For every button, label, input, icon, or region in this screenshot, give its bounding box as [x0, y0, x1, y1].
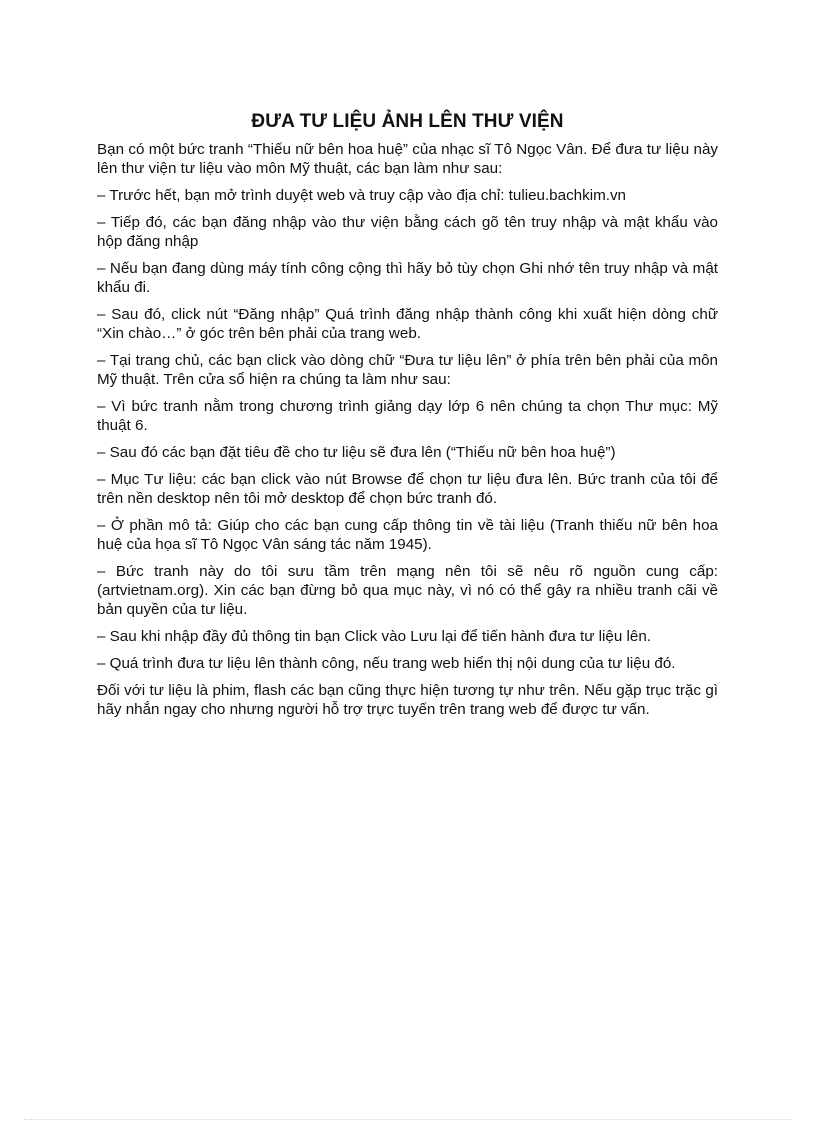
step-click-login: – Sau đó, click nút “Đăng nhập” Quá trình đăng nhập thành công khi xuất hiện dòng chữ “Xin chào…” ở góc trên bên phải của trang web. [97, 306, 718, 342]
step-set-title: – Sau đó các bạn đặt tiêu đề cho tư liệu sẽ đưa lên (“Thiếu nữ bên hoa huệ”) [97, 444, 616, 461]
step-browse-file: – Mục Tư liệu: các bạn click vào nút Browse để chọn tư liệu đưa lên. Bức tranh của tôi để trên nền desktop nên tôi mở desktop để chọn bức tranh đó. [97, 471, 718, 507]
step-home-upload: – Tại trang chủ, các bạn click vào dòng chữ “Đưa tư liệu lên” ở phía trên bên phải của môn Mỹ thuật. Trên cửa sổ hiện ra chúng ta làm như sau: [97, 352, 718, 388]
document-body [97, 110, 718, 727]
page-bottom-divider [24, 1119, 792, 1120]
step-source: – Bức tranh này do tôi sưu tầm trên mạng nên tôi sẽ nêu rõ nguồn cung cấp: (artvietnam.org). Xin các bạn đừng bỏ qua mục này, vì nó có thể gây ra nhiều tranh cãi về bản quyền của tư liệu. [97, 563, 718, 618]
closing-paragraph: Đối với tư liệu là phim, flash các bạn cũng thực hiện tương tự như trên. Nếu gặp trục trặc gì hãy nhắn ngay cho nhưng người hỗ trợ trực tuyến trên trang web để được tư vấn. [97, 682, 718, 718]
document-title: ĐƯA TƯ LIỆU ẢNH LÊN THƯ VIỆN [251, 111, 564, 132]
step-success: – Quá trình đưa tư liệu lên thành công, nếu trang web hiển thị nội dung của tư liệu đó. [97, 655, 676, 672]
step-open-browser: – Trước hết, bạn mở trình duyệt web và truy cập vào địa chỉ: tulieu.bachkim.vn [97, 187, 626, 204]
step-save: – Sau khi nhập đầy đủ thông tin bạn Click vào Lưu lại để tiến hành đưa tư liệu lên. [97, 628, 651, 645]
step-choose-folder: – Vì bức tranh nằm trong chương trình giảng dạy lớp 6 nên chúng ta chọn Thư mục: Mỹ thuật 6. [97, 398, 718, 434]
step-description: – Ở phần mô tả: Giúp cho các bạn cung cấp thông tin về tài liệu (Tranh thiếu nữ bên hoa huệ của họa sĩ Tô Ngọc Vân sáng tác năm 1945). [97, 517, 718, 553]
intro-paragraph: Bạn có một bức tranh “Thiếu nữ bên hoa huệ” của nhạc sĩ Tô Ngọc Vân. Để đưa tư liệu này lên thư viện tư liệu vào môn Mỹ thuật, các bạn làm như sau: [97, 141, 718, 177]
step-login: – Tiếp đó, các bạn đăng nhập vào thư viện bằng cách gõ tên truy nhập và mật khẩu vào hộp đăng nhập [97, 214, 718, 250]
step-public-computer: – Nếu bạn đang dùng máy tính công cộng thì hãy bỏ tùy chọn Ghi nhớ tên truy nhập và mật khẩu đi. [97, 260, 718, 296]
